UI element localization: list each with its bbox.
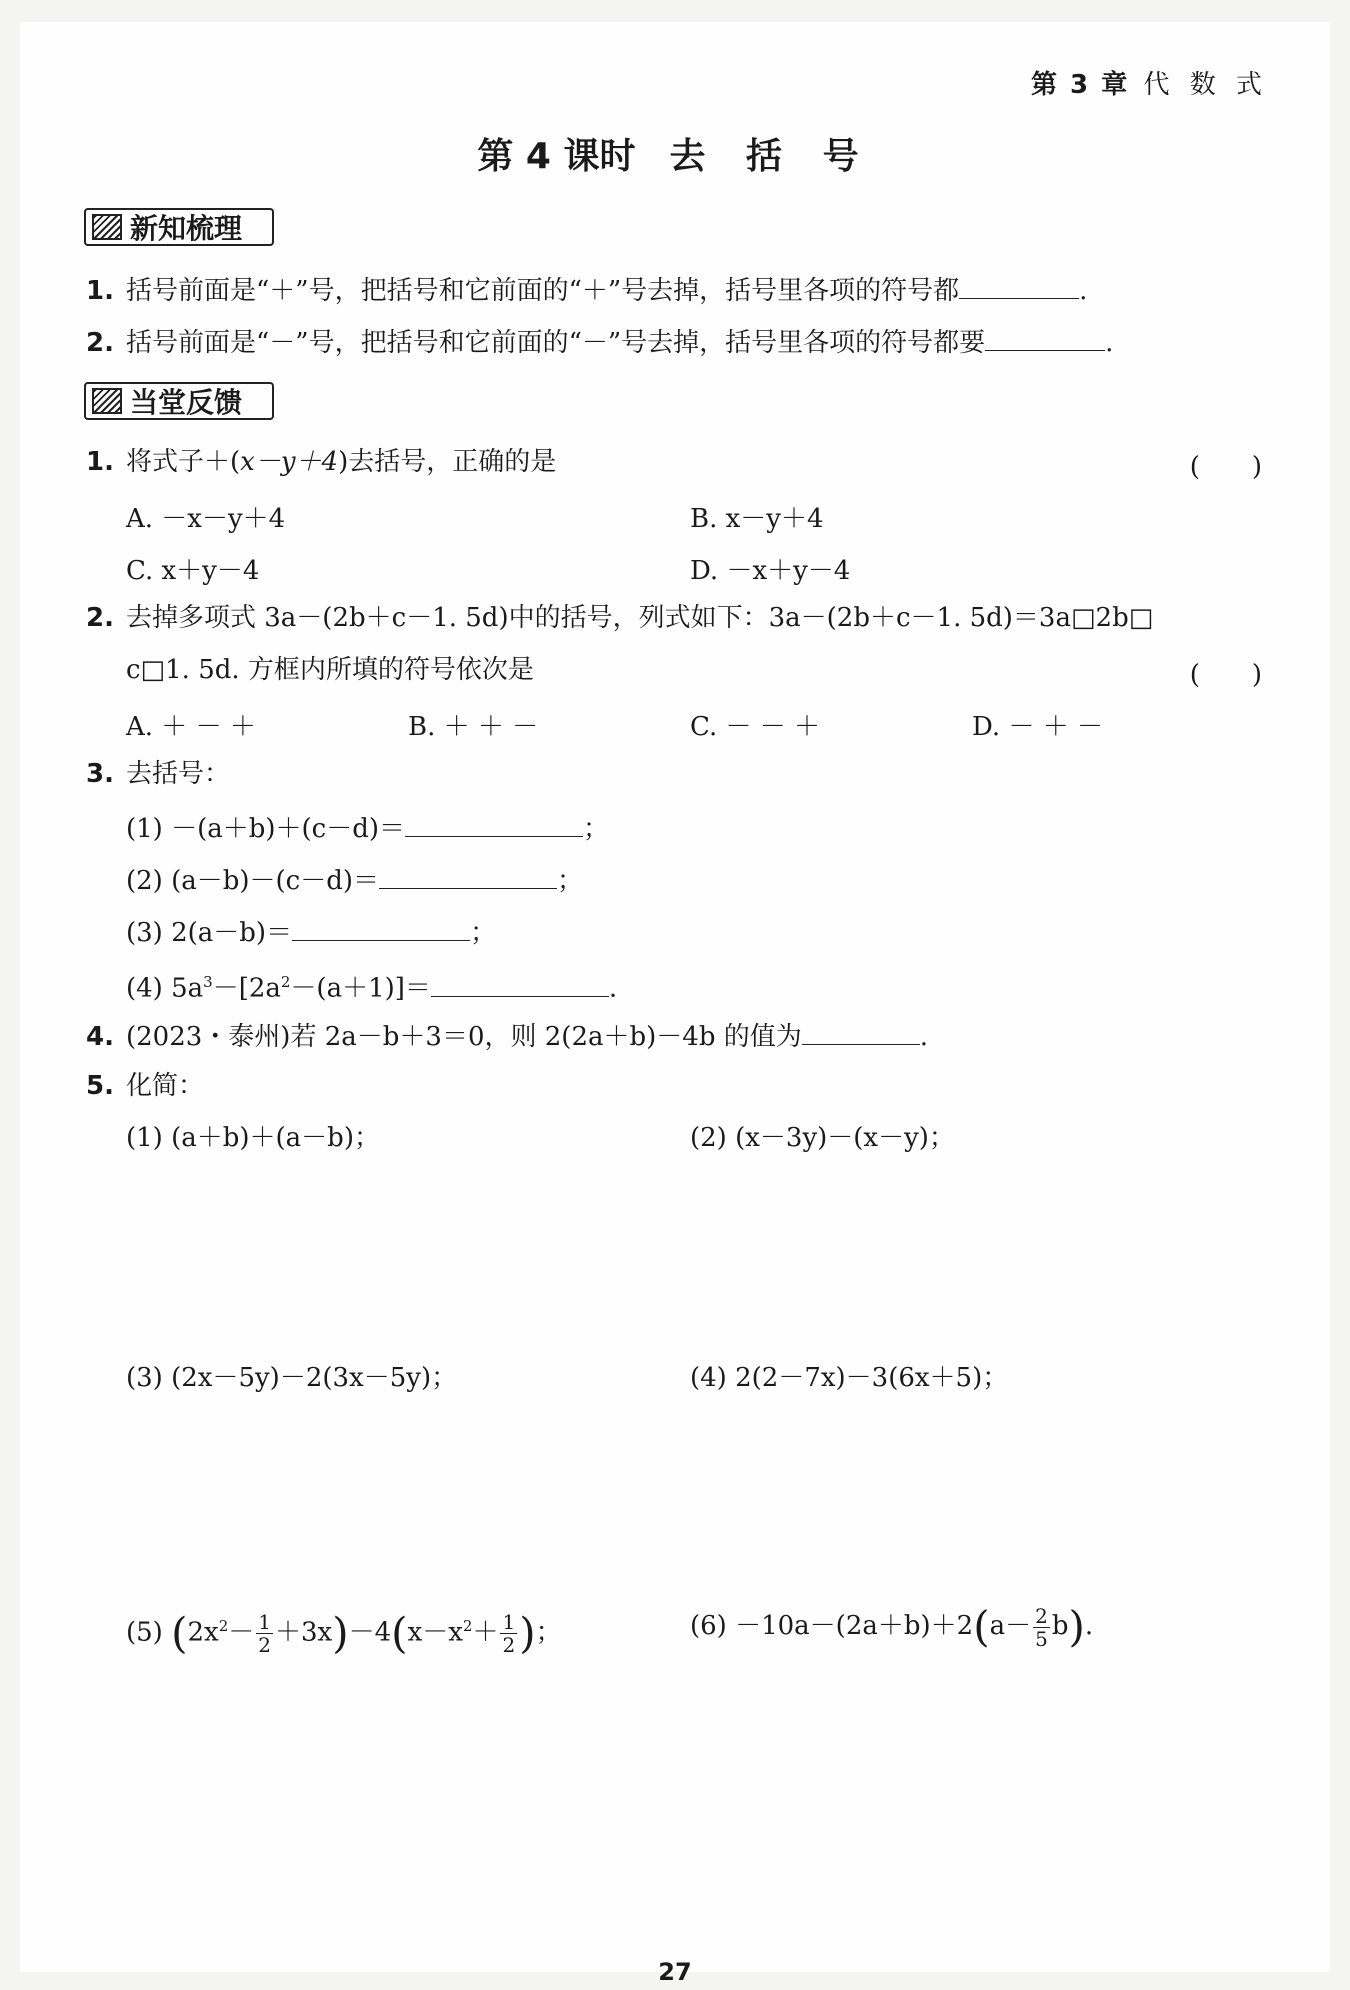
chapter-title: 代 数 式 (1143, 70, 1268, 100)
option-d[interactable]: D. －x＋y－4 (690, 556, 851, 586)
exponent: 2 (218, 1617, 229, 1635)
right-paren: ) (519, 1608, 536, 1658)
right-paren: ) (332, 1608, 349, 1658)
question-5 (86, 1070, 204, 1102)
section-new-knowledge (84, 208, 274, 246)
item-end: . (608, 973, 618, 1004)
sub-question-5-5 (126, 1596, 562, 1664)
item-end: ； (557, 866, 584, 896)
option-a[interactable]: A. ＋ － ＋ (126, 712, 256, 742)
denominator: 5 (1035, 1626, 1048, 1651)
numerator: 1 (258, 1610, 272, 1635)
denominator: 2 (258, 1633, 272, 1658)
answer-blank[interactable] (405, 810, 583, 837)
item-end: . (1079, 276, 1088, 306)
exponent: 2 (462, 1617, 473, 1635)
sub-question-3-4 (126, 966, 617, 1005)
sub-question-text: (1) －(a＋b)＋(c－d)＝ (126, 814, 406, 844)
question-number: 5. (86, 1071, 114, 1101)
lesson-title (0, 128, 1350, 179)
denominator: 2 (502, 1633, 516, 1658)
answer-blank[interactable] (802, 1018, 920, 1045)
question-number: 1. (86, 447, 114, 477)
term: 2x (187, 1617, 219, 1648)
sub-question-text: (2) (a－b)－(c－d)＝ (126, 866, 380, 896)
item-end: ； (583, 814, 610, 844)
item-end: . (1084, 1611, 1094, 1641)
question-stem: 将式子＋( (126, 447, 241, 477)
answer-blank[interactable] (985, 324, 1105, 351)
question-number: 4. (86, 1022, 114, 1052)
lesson-topic: 去 括 号 (669, 136, 873, 177)
question-2 (86, 602, 1153, 634)
item-end: . (919, 1022, 928, 1052)
question-stem: 去括号： (126, 759, 231, 789)
question-stem: )去括号，正确的是 (338, 447, 557, 477)
sub-question-5-4: (4) 2(2－7x)－3(6x＋5)； (690, 1363, 1009, 1393)
sub-question-text: －(a＋1)]＝ (290, 973, 431, 1004)
question-stem: 化简： (126, 1071, 205, 1101)
term: －4 (348, 1617, 392, 1648)
option-b[interactable]: B. ＋ ＋ － (408, 712, 539, 742)
sub-question-text: (4) 5a (126, 973, 204, 1004)
item-text: 括号前面是“－”号，把括号和它前面的“－”号去掉，括号里各项的符号都要 (126, 328, 986, 358)
term: b (1051, 1611, 1069, 1641)
lesson-number: 第 4 课时 (477, 136, 636, 177)
answer-blank[interactable] (292, 914, 470, 941)
sub-question-3-1 (126, 810, 609, 845)
answer-paren[interactable]: ( ) (1189, 660, 1262, 690)
question-stem: (2023・泰州)若 2a－b＋3＝0，则 2(2a＋b)－4b 的值为 (126, 1022, 802, 1052)
option-d[interactable]: D. － ＋ － (972, 712, 1103, 742)
sub-question-5-3: (3) (2x－5y)－2(3x－5y)； (126, 1363, 458, 1393)
exponent: 2 (280, 973, 291, 991)
section-label: 新知梳理 (130, 212, 243, 245)
option-a[interactable]: A. －x－y＋4 (126, 504, 286, 534)
fraction (500, 1611, 517, 1656)
item-end: ； (535, 1617, 562, 1648)
section-feedback (84, 382, 274, 420)
question-stem: 去掉多项式 3a－(2b＋c－1. 5d)中的括号，列式如下：3a－(2b＋c－1. 5d)＝3a□2b□ (126, 603, 1154, 633)
numerator: 1 (502, 1610, 516, 1635)
pencil-icon (92, 388, 122, 414)
numerator: 2 (1035, 1603, 1048, 1628)
question-1 (86, 446, 556, 478)
book-icon (92, 214, 122, 240)
sub-question-3-3 (126, 914, 496, 949)
operator: － (228, 1617, 255, 1648)
fraction (1033, 1605, 1050, 1650)
item-text: 括号前面是“＋”号，把括号和它前面的“＋”号去掉，括号里各项的符号都 (126, 276, 960, 306)
chapter-number: 第 3 章 (1031, 70, 1130, 100)
sub-question-text: (6) －10a－(2a＋b)＋2 (690, 1611, 974, 1641)
option-c[interactable]: C. x＋y－4 (126, 556, 260, 586)
knowledge-item-2 (86, 324, 1113, 359)
page-number: 27 (658, 1958, 692, 1986)
term: ＋3x (275, 1617, 333, 1648)
option-b[interactable]: B. x－y＋4 (690, 504, 824, 534)
left-paren: ( (171, 1608, 188, 1658)
option-c[interactable]: C. － － ＋ (690, 712, 821, 742)
answer-blank[interactable] (431, 970, 609, 997)
chapter-header (1031, 64, 1268, 101)
fraction (256, 1611, 273, 1656)
section-label: 当堂反馈 (130, 386, 243, 419)
term: x－x (407, 1617, 463, 1648)
item-number: 1. (86, 276, 114, 306)
sub-question-label: (5) (126, 1617, 163, 1648)
sub-question-5-6 (690, 1596, 1093, 1657)
expression: x－y＋4 (240, 447, 339, 477)
item-number: 2. (86, 328, 114, 358)
question-3 (86, 758, 230, 790)
right-paren: ) (1068, 1602, 1085, 1651)
left-paren: ( (391, 1608, 408, 1658)
sub-question-text: (3) 2(a－b)＝ (126, 918, 293, 948)
answer-blank[interactable] (959, 272, 1079, 299)
sub-question-text: －[2a (212, 973, 281, 1004)
question-4 (86, 1018, 928, 1053)
left-paren: ( (973, 1602, 990, 1651)
item-end: ； (470, 918, 497, 948)
knowledge-item-1 (86, 272, 1087, 307)
sub-question-5-2: (2) (x－3y)－(x－y)； (690, 1123, 955, 1153)
exponent: 3 (203, 973, 213, 991)
operator: ＋ (472, 1617, 499, 1648)
question-number: 3. (86, 759, 114, 789)
answer-blank[interactable] (379, 862, 557, 889)
term: a－ (989, 1611, 1032, 1641)
answer-paren[interactable]: ( ) (1189, 452, 1262, 482)
item-end: . (1105, 328, 1114, 358)
question-2-line-2: c□1. 5d. 方框内所填的符号依次是 (126, 655, 534, 685)
sub-question-3-2 (126, 862, 583, 897)
question-number: 2. (86, 603, 114, 633)
sub-question-5-1: (1) (a＋b)＋(a－b)； (126, 1123, 380, 1153)
